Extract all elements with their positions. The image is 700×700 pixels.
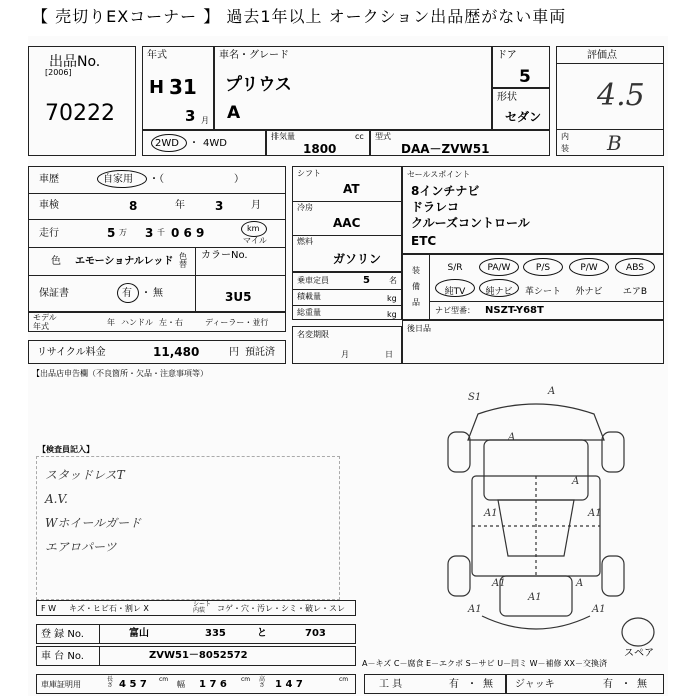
displacement-value: 1800: [303, 142, 337, 156]
tools-sep: ・: [467, 679, 477, 690]
doors-value: 5: [519, 67, 531, 87]
cert-l-label: 長さ: [107, 676, 114, 689]
cert-h-label: 高さ: [259, 676, 266, 689]
model-year-dealer: ディーラー・並行: [205, 318, 269, 327]
mark-a-hood: A: [508, 432, 516, 443]
displacement-box: [266, 130, 370, 156]
chassis-label: 車 台 No.: [41, 651, 84, 662]
doors-box: [492, 46, 550, 88]
mark-a1-rl: A1: [492, 578, 506, 589]
inspector-header: 【検査員記入】: [38, 445, 94, 454]
year-label: 年式: [147, 50, 167, 61]
cert-w-value: 1 7 6: [199, 679, 227, 690]
history-value: 自家用: [103, 174, 133, 185]
lot-box: [28, 46, 136, 156]
name-change-block: [292, 326, 402, 364]
interior-label-2: 装: [561, 144, 569, 153]
drive-sep: ・: [189, 138, 199, 149]
weight-label: 総重量: [297, 308, 321, 317]
chassis-value: ZVW51－8052572: [149, 650, 248, 661]
jack-no: 無: [637, 679, 647, 690]
model-box: [370, 130, 550, 156]
left-info-block: [28, 166, 286, 312]
mileage-label: 走行: [39, 228, 59, 239]
cert-h-value: 1 4 7: [275, 679, 303, 690]
sales-point-4: ETC: [411, 234, 437, 248]
model-year-label-2: 年式: [33, 322, 49, 331]
history-rest: ・（ ）: [149, 174, 244, 185]
jack-yes: 有: [603, 679, 613, 690]
front-right-wheel: [602, 432, 624, 472]
drive-4wd: 4WD: [203, 138, 227, 149]
fuel-value: ガソリン: [333, 252, 382, 266]
recycle-row: [28, 340, 286, 364]
model-year-year: 年: [107, 318, 115, 327]
equip-paw: PA/W: [487, 263, 511, 273]
notes-header: 【出品店申告欄（不良箇所・欠品・注意事項等）: [32, 369, 208, 378]
inspection-month-unit: 月: [251, 200, 261, 211]
mileage-man: 5: [107, 226, 116, 240]
car-box: [214, 46, 492, 130]
warranty-sep: ・: [141, 288, 151, 299]
model-year-label-1: モデル: [33, 313, 57, 322]
inspection-label: 車検: [39, 200, 59, 211]
weight-unit: kg: [387, 310, 397, 319]
rear-bumper: [482, 616, 590, 629]
mark-a1-rear-l: A1: [468, 604, 482, 615]
model-year-row: [28, 312, 286, 332]
car-damage-diagram: [408, 380, 664, 660]
jack-sep: ・: [621, 679, 631, 690]
certificate-label: 車庫証明用: [41, 680, 81, 689]
mark-a1-right: A1: [588, 508, 602, 519]
mark-a1-rear-r: A1: [592, 604, 606, 615]
tools-no: 無: [483, 679, 493, 690]
shift-label: シフト: [297, 169, 321, 178]
recycle-value: 11,480: [153, 345, 200, 359]
drive-box: [142, 130, 266, 156]
equipment-label-1: 装: [412, 266, 420, 275]
model-year-handle-value: 左・右: [159, 318, 183, 327]
jack-row: [506, 674, 664, 694]
navi-model: NSZT-Y68T: [485, 305, 544, 316]
sales-point-2: ドラレコ: [411, 200, 460, 214]
doors-label: ドア: [497, 50, 517, 61]
chassis-row: [36, 646, 356, 666]
model-year-handle-label: ハンドル: [121, 318, 153, 327]
history-label: 車歴: [39, 174, 59, 185]
rear-right-wheel: [602, 556, 624, 596]
fw-row: [36, 600, 356, 616]
aircon-value: AAC: [333, 216, 361, 230]
mark-a1-left: A1: [484, 508, 498, 519]
car-name: プリウス: [225, 75, 292, 95]
equipment-label-3: 品: [412, 298, 420, 307]
car-label: 車名・グレード: [219, 50, 289, 61]
inspection-year-unit: 年: [175, 200, 185, 211]
tools-yes: 有: [449, 679, 459, 690]
color-value: エモーショナルレッド: [75, 256, 174, 267]
equip-leather: 革シート: [524, 287, 561, 297]
year-box: [142, 46, 214, 130]
registration-number: 703: [305, 628, 326, 639]
mileage-unit-km: km: [247, 224, 260, 233]
mark-s1: S1: [468, 392, 482, 403]
equip-abs: ABS: [626, 263, 644, 273]
year-value: 31: [169, 75, 197, 99]
mark-a-front: A: [548, 386, 556, 397]
inspector-line-2: A.V.: [45, 492, 68, 506]
drive-2wd: 2WD: [155, 138, 179, 149]
sales-points-label: セールスポイント: [407, 170, 471, 179]
score-box: [556, 46, 664, 156]
registration-label: 登 録 No.: [41, 629, 84, 640]
sales-point-3: クルーズコントロール: [411, 216, 530, 230]
rear-left-wheel: [448, 556, 470, 596]
front-left-wheel: [448, 432, 470, 472]
front-bumper: [468, 404, 604, 440]
warranty-yes: 有: [122, 288, 132, 299]
name-change-day: 日: [385, 350, 393, 359]
inspection-year: 8: [129, 199, 138, 213]
year-era: H: [149, 77, 165, 98]
load-label: 積載量: [297, 292, 321, 301]
spare-label: スペア: [624, 648, 654, 659]
equip-tv: 純TV: [444, 287, 466, 297]
equip-sr: S/R: [447, 263, 463, 273]
delivery-label: 後日品: [407, 324, 431, 333]
warranty-label: 保証書: [39, 288, 69, 299]
mark-a1-trunk: A1: [528, 592, 542, 603]
car-grade: A: [227, 103, 241, 123]
mileage-sen: 3: [145, 226, 154, 240]
cert-w-label: 幅: [177, 680, 185, 689]
page-header: [0, 0, 700, 34]
sales-points-block: [402, 166, 664, 254]
jack-label: ジャッキ: [515, 679, 555, 690]
cert-l-value: 4 5 7: [119, 679, 147, 690]
capacity-value: 5: [363, 275, 370, 286]
fw-sheet-text: コゲ・穴・汚レ・シミ・破レ・スレ: [217, 604, 345, 613]
body-type-box: [492, 88, 550, 130]
fuel-label: 燃料: [297, 237, 313, 246]
mark-a-rr: A: [576, 578, 584, 589]
load-unit: kg: [387, 294, 397, 303]
middle-spec-block: [292, 166, 402, 272]
auction-sheet: [28, 36, 668, 696]
model-value: DAA－ZVW51: [401, 142, 490, 156]
model-label: 型式: [375, 132, 391, 141]
mileage-man-unit: 万: [119, 228, 127, 237]
equip-airbag: エアB: [622, 287, 648, 297]
sales-point-1: 8インチナビ: [411, 184, 480, 198]
equip-ps: P/S: [535, 263, 551, 273]
score-label: 評価点: [587, 50, 617, 61]
registration-kana: と: [257, 628, 267, 639]
name-change-label: 名変期限: [297, 330, 329, 339]
mileage-rest: 0 6 9: [171, 226, 205, 240]
displacement-label: 排気量: [271, 132, 295, 141]
color-label: 色: [51, 256, 61, 267]
cert-l-unit: cm: [159, 676, 169, 683]
tools-label: 工 具: [379, 679, 403, 690]
interior-value: B: [607, 131, 622, 155]
color-code: 3U5: [225, 290, 252, 304]
cert-h-unit: cm: [339, 676, 349, 683]
certificate-row: [36, 674, 356, 694]
inspector-line-4: エアロパーツ: [45, 540, 117, 554]
body-type-label: 形状: [497, 92, 517, 103]
fw-text: キズ・ヒビ石・割レ X: [69, 604, 149, 613]
cert-w-unit: cm: [241, 676, 251, 683]
registration-row: [36, 624, 356, 644]
capacity-label: 乗車定員: [297, 276, 329, 285]
year-month-unit: 月: [201, 116, 209, 125]
mileage-unit-mile: マイル: [243, 236, 267, 245]
equip-navi: 純ナビ: [485, 287, 513, 297]
equipment-block: [402, 254, 664, 320]
name-change-month: 月: [341, 350, 349, 359]
equip-pw: P/W: [580, 263, 598, 273]
equipment-label-2: 備: [412, 282, 420, 291]
mark-a-door: A: [572, 476, 580, 487]
year-month: 3: [185, 107, 196, 125]
fw-sheet-label: シート内装: [193, 601, 212, 614]
equip-ext-navi: 外ナビ: [575, 287, 603, 297]
recycle-label: リサイクル料金: [37, 347, 106, 358]
tools-row: [364, 674, 506, 694]
delivery-block: [402, 320, 664, 364]
body-type-value: セダン: [505, 110, 542, 124]
aircon-label: 冷房: [297, 203, 313, 212]
inspection-month: 3: [215, 199, 224, 213]
interior-label-1: 内: [561, 132, 569, 141]
shift-value: AT: [343, 182, 360, 196]
capacity-block: [292, 272, 402, 320]
score-value: 4.5: [597, 78, 645, 113]
inspector-line-1: スタッドレスT: [45, 468, 125, 482]
recycle-note: 預託済: [245, 347, 275, 358]
spare-tire: [622, 618, 654, 646]
header-title: 【 売切りEXコーナー 】 過去1年以上 オークション出品歴がない車両: [32, 7, 567, 26]
inspector-line-3: Wホイールガード: [45, 516, 142, 530]
fw-label: F W: [41, 604, 57, 613]
registration-class: 335: [205, 628, 226, 639]
lot-number: 70222: [45, 101, 115, 126]
warranty-no: 無: [153, 288, 163, 299]
color-change-label: 色替: [179, 252, 187, 269]
capacity-unit: 名: [389, 276, 397, 285]
displacement-unit: cc: [355, 132, 364, 141]
recycle-unit: 円: [229, 347, 239, 358]
mileage-sen-unit: 千: [157, 228, 165, 237]
inspector-box: [36, 456, 340, 600]
registration-place: 富山: [129, 628, 149, 639]
lot-small: [2006]: [45, 68, 72, 77]
color-code-label: カラーNo.: [201, 250, 248, 261]
damage-legend: A－キズ C－腐食 E－エクボ S－サビ U－凹ミ W－補修 XX－交換済: [362, 659, 608, 668]
lot-label: 出品No.: [49, 54, 101, 70]
navi-label: ナビ型番：: [435, 306, 475, 315]
